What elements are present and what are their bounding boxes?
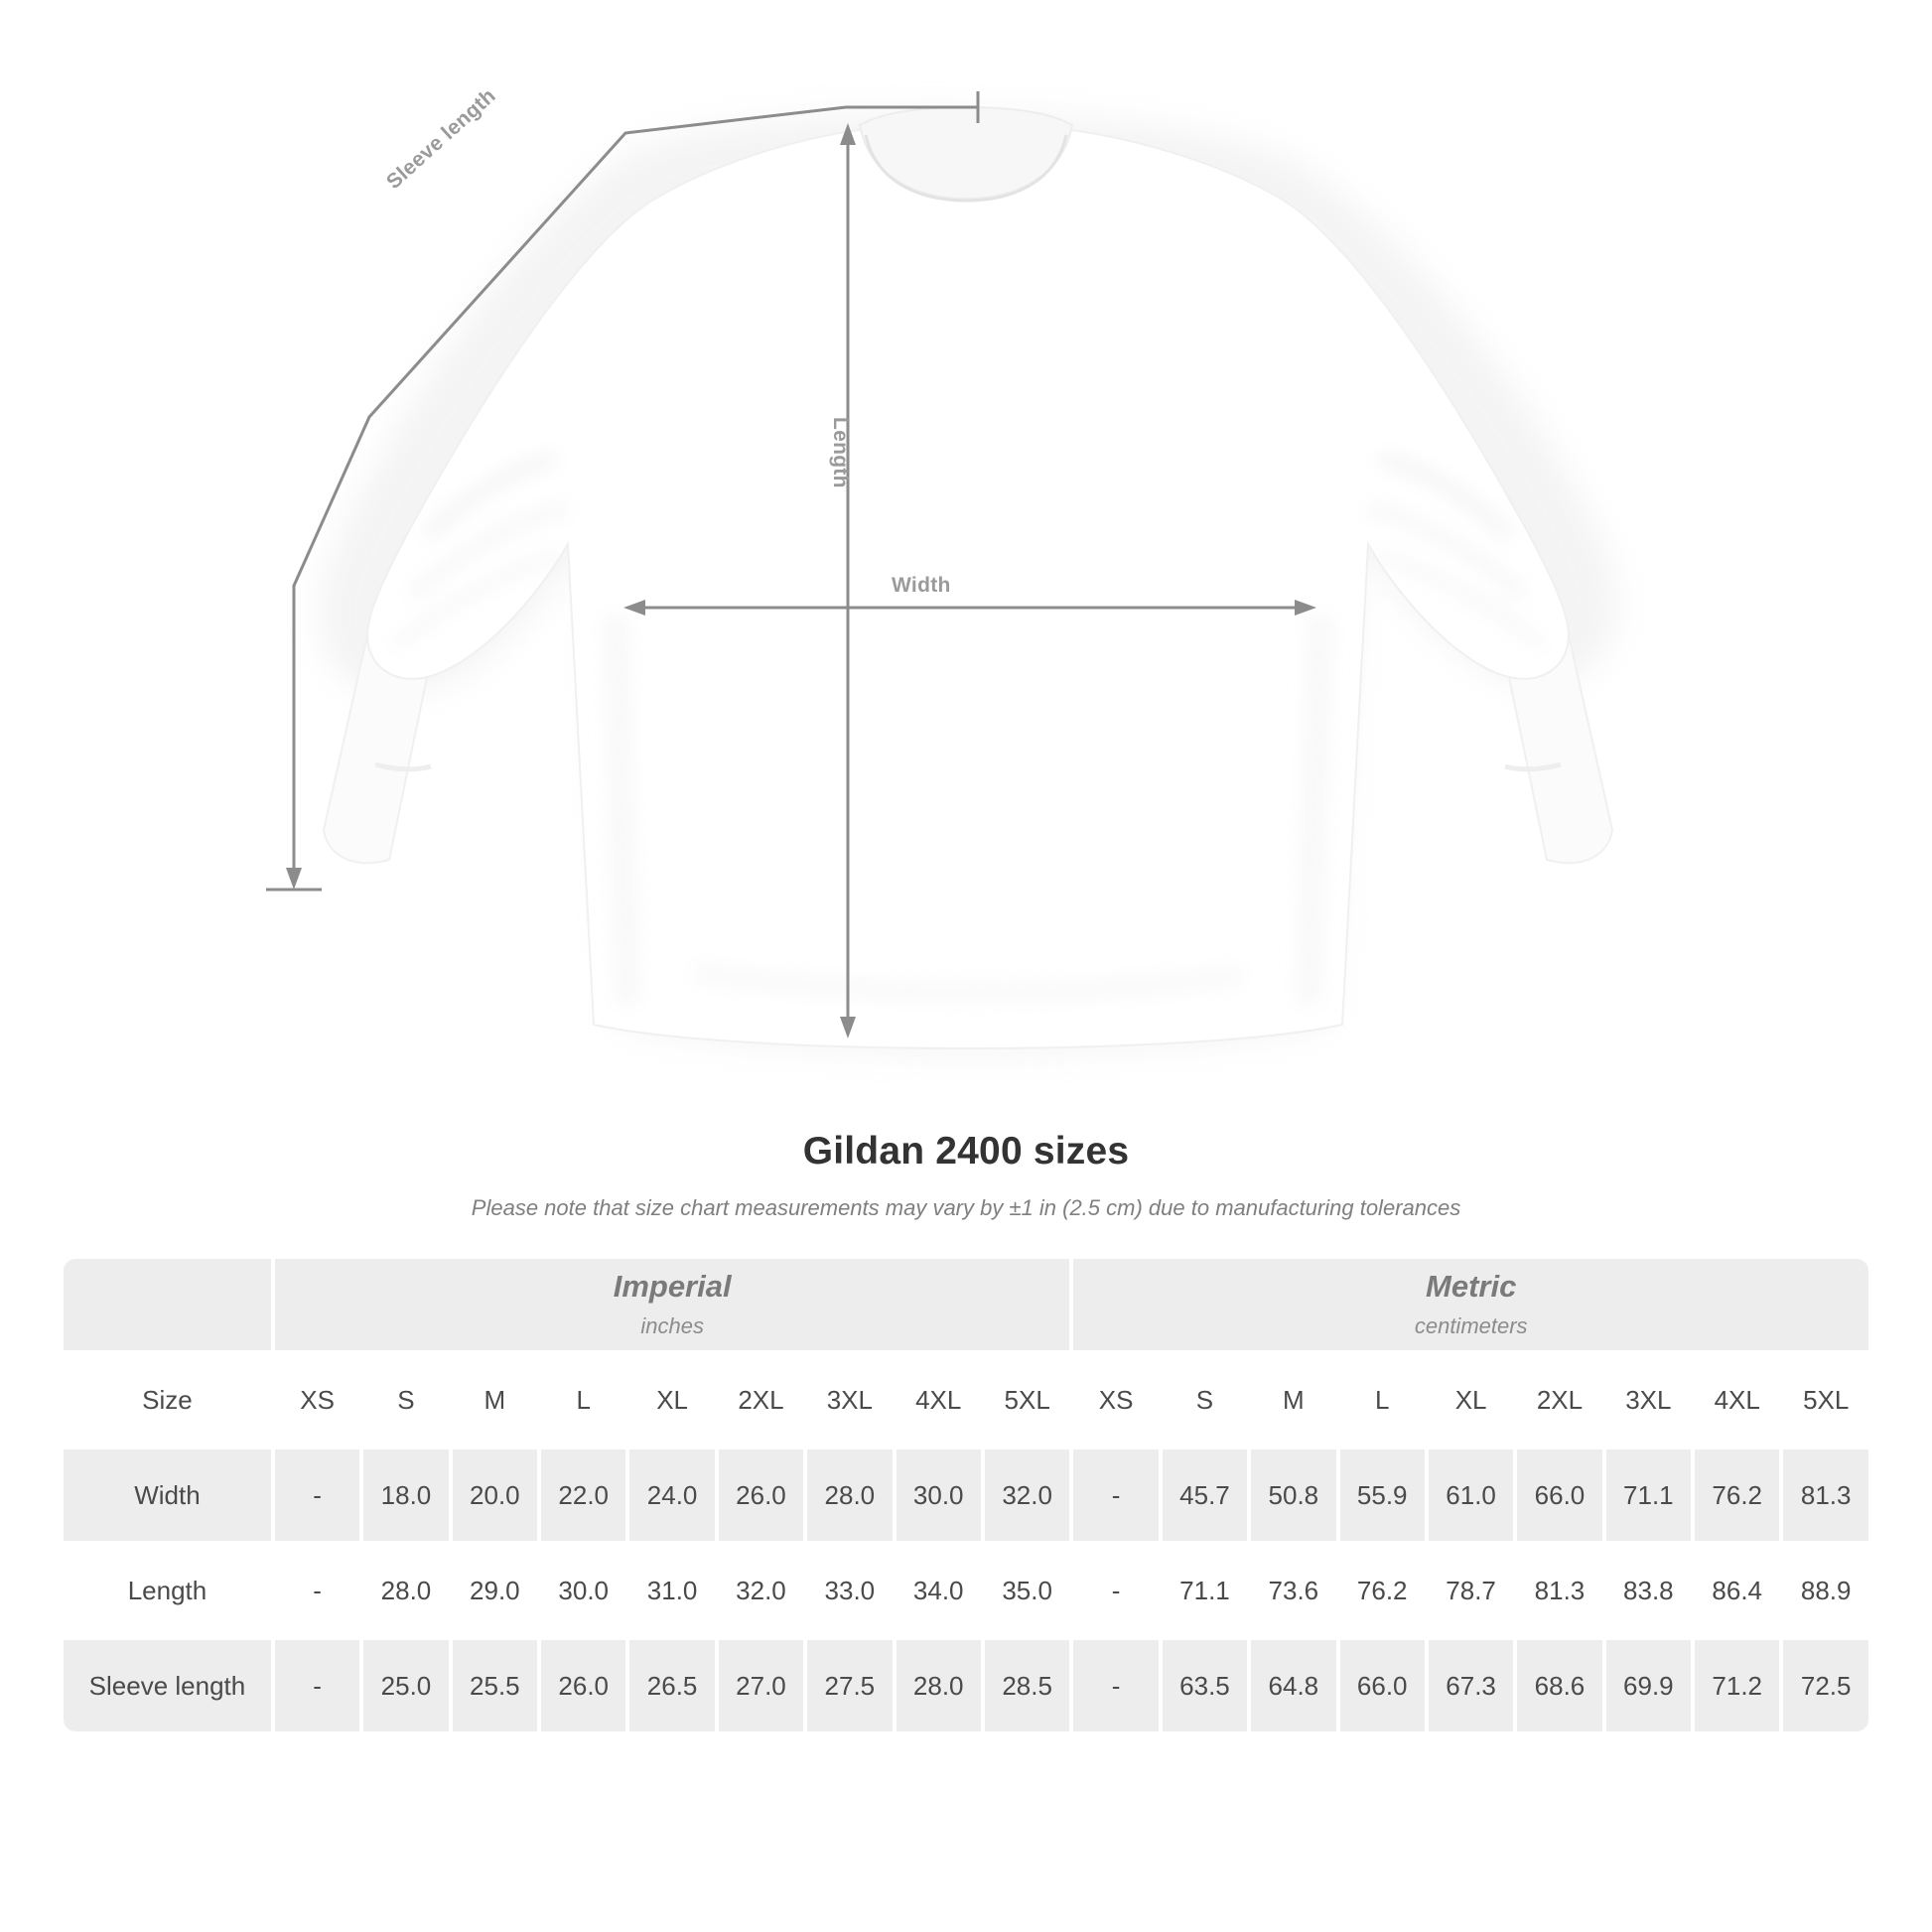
cell-sleeve-metric-s: 63.5 — [1161, 1638, 1249, 1733]
cell-length-imperial-xl: 31.0 — [627, 1543, 716, 1638]
cell-length-metric-3xl: 83.8 — [1604, 1543, 1693, 1638]
table-row-width — [62, 1448, 1870, 1543]
cell-sleeve-imperial-5xl: 28.5 — [983, 1638, 1072, 1733]
cell-width-imperial-3xl: 28.0 — [805, 1448, 894, 1543]
cell-sleeve-imperial-m: 25.5 — [451, 1638, 539, 1733]
col-header-metric-2xl: 2XL — [1515, 1352, 1603, 1448]
col-header-metric-xs: XS — [1071, 1352, 1160, 1448]
cell-length-metric-xl: 78.7 — [1427, 1543, 1515, 1638]
cell-width-imperial-l: 22.0 — [539, 1448, 627, 1543]
length-dimension-label: Length — [829, 417, 852, 488]
cell-width-imperial-4xl: 30.0 — [895, 1448, 983, 1543]
col-header-imperial-m: M — [451, 1352, 539, 1448]
unit-group-metric: Metric centimeters — [1071, 1257, 1870, 1352]
col-header-metric-5xl: 5XL — [1781, 1352, 1870, 1448]
cell-length-metric-l: 76.2 — [1338, 1543, 1427, 1638]
size-table — [62, 1257, 1870, 1733]
cell-length-imperial-l: 30.0 — [539, 1543, 627, 1638]
cell-width-metric-l: 55.9 — [1338, 1448, 1427, 1543]
col-header-metric-xl: XL — [1427, 1352, 1515, 1448]
cell-length-metric-5xl: 88.9 — [1781, 1543, 1870, 1638]
cell-sleeve-imperial-l: 26.0 — [539, 1638, 627, 1733]
col-header-imperial-xl: XL — [627, 1352, 716, 1448]
cell-sleeve-metric-m: 64.8 — [1249, 1638, 1337, 1733]
cell-length-metric-s: 71.1 — [1161, 1543, 1249, 1638]
cell-width-imperial-xs: - — [273, 1448, 361, 1543]
row-label-sleeve-length: Sleeve length — [62, 1638, 273, 1733]
cell-sleeve-metric-xl: 67.3 — [1427, 1638, 1515, 1733]
cell-width-imperial-xl: 24.0 — [627, 1448, 716, 1543]
cell-sleeve-imperial-3xl: 27.5 — [805, 1638, 894, 1733]
cell-length-metric-xs: - — [1071, 1543, 1160, 1638]
col-header-imperial-5xl: 5XL — [983, 1352, 1072, 1448]
cell-sleeve-metric-xs: - — [1071, 1638, 1160, 1733]
col-header-imperial-4xl: 4XL — [895, 1352, 983, 1448]
table-row-sleeve-length — [62, 1638, 1870, 1733]
title-block — [0, 1130, 1932, 1221]
cell-sleeve-imperial-xs: - — [273, 1638, 361, 1733]
cell-length-imperial-3xl: 33.0 — [805, 1543, 894, 1638]
cell-sleeve-imperial-s: 25.0 — [361, 1638, 450, 1733]
cell-length-metric-2xl: 81.3 — [1515, 1543, 1603, 1638]
col-header-imperial-s: S — [361, 1352, 450, 1448]
cell-sleeve-metric-4xl: 71.2 — [1693, 1638, 1781, 1733]
cell-length-metric-m: 73.6 — [1249, 1543, 1337, 1638]
cell-length-imperial-4xl: 34.0 — [895, 1543, 983, 1638]
size-table-wrapper — [62, 1257, 1870, 1733]
col-header-imperial-l: L — [539, 1352, 627, 1448]
cell-sleeve-metric-l: 66.0 — [1338, 1638, 1427, 1733]
col-header-metric-4xl: 4XL — [1693, 1352, 1781, 1448]
unit-group-imperial: Imperial inches — [273, 1257, 1072, 1352]
cell-width-metric-4xl: 76.2 — [1693, 1448, 1781, 1543]
cell-sleeve-imperial-2xl: 27.0 — [717, 1638, 805, 1733]
row-label-width: Width — [62, 1448, 273, 1543]
cell-sleeve-imperial-xl: 26.5 — [627, 1638, 716, 1733]
col-header-metric-3xl: 3XL — [1604, 1352, 1693, 1448]
cell-length-imperial-xs: - — [273, 1543, 361, 1638]
cell-width-metric-xl: 61.0 — [1427, 1448, 1515, 1543]
cell-sleeve-metric-2xl: 68.6 — [1515, 1638, 1603, 1733]
tolerance-note: Please note that size chart measurements may vary by ±1 in (2.5 cm) due to manufacturing tolerances — [471, 1195, 1461, 1220]
unit-header-corner — [62, 1257, 273, 1352]
shirt-body — [324, 107, 1612, 1048]
cell-length-imperial-5xl: 35.0 — [983, 1543, 1072, 1638]
width-dimension-label: Width — [892, 574, 951, 597]
cell-length-imperial-m: 29.0 — [451, 1543, 539, 1638]
cell-length-imperial-2xl: 32.0 — [717, 1543, 805, 1638]
col-header-metric-s: S — [1161, 1352, 1249, 1448]
cell-width-metric-s: 45.7 — [1161, 1448, 1249, 1543]
cell-width-metric-2xl: 66.0 — [1515, 1448, 1603, 1543]
cell-width-metric-3xl: 71.1 — [1604, 1448, 1693, 1543]
cell-width-metric-m: 50.8 — [1249, 1448, 1337, 1543]
col-header-imperial-2xl: 2XL — [717, 1352, 805, 1448]
cell-width-imperial-2xl: 26.0 — [717, 1448, 805, 1543]
size-header-cell: Size — [62, 1352, 273, 1448]
cell-sleeve-imperial-4xl: 28.0 — [895, 1638, 983, 1733]
sleeve-length-dimension-label: Sleeve length — [382, 83, 500, 195]
cell-width-metric-5xl: 81.3 — [1781, 1448, 1870, 1543]
col-header-metric-m: M — [1249, 1352, 1337, 1448]
table-row-length — [62, 1543, 1870, 1638]
table-row-size-header — [62, 1352, 1870, 1448]
cell-width-metric-xs: - — [1071, 1448, 1160, 1543]
cell-width-imperial-m: 20.0 — [451, 1448, 539, 1543]
col-header-imperial-3xl: 3XL — [805, 1352, 894, 1448]
cell-width-imperial-5xl: 32.0 — [983, 1448, 1072, 1543]
cell-sleeve-metric-3xl: 69.9 — [1604, 1638, 1693, 1733]
cell-length-metric-4xl: 86.4 — [1693, 1543, 1781, 1638]
col-header-metric-l: L — [1338, 1352, 1427, 1448]
page-title: Gildan 2400 sizes — [802, 1130, 1130, 1173]
cell-width-imperial-s: 18.0 — [361, 1448, 450, 1543]
cell-sleeve-metric-5xl: 72.5 — [1781, 1638, 1870, 1733]
row-label-length: Length — [62, 1543, 273, 1638]
cell-length-imperial-s: 28.0 — [361, 1543, 450, 1638]
table-row-unit-groups — [62, 1257, 1870, 1352]
col-header-imperial-xs: XS — [273, 1352, 361, 1448]
